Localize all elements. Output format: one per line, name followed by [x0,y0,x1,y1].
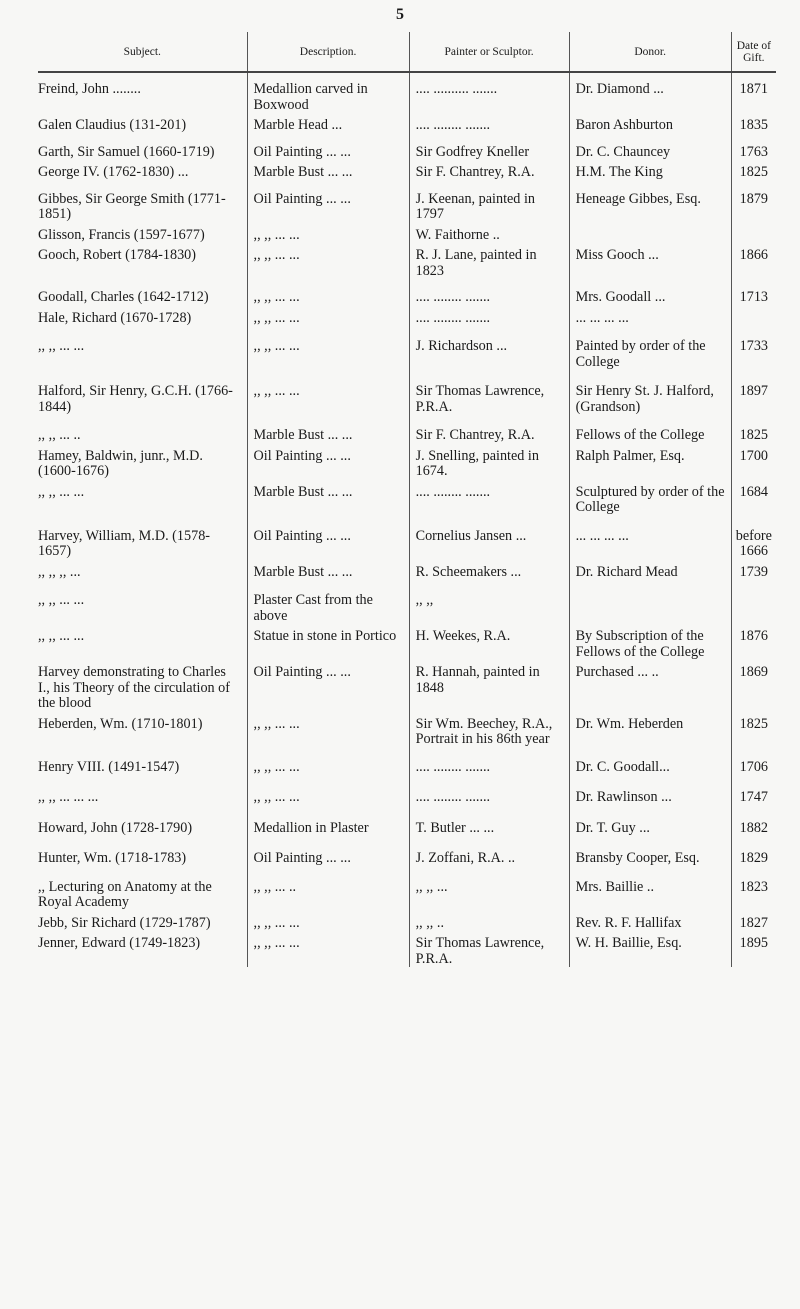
cell-subject: ,, ,, ... ... [38,593,85,608]
cell-painter: R. J. Lane, painted in 1823 [409,248,569,279]
cell-painter: W. Faithorne .. [409,228,569,244]
cell-donor: Dr. C. Goodall... [569,760,731,776]
table-row [38,228,776,244]
cell-date: 1747 [731,790,776,806]
cell-subject: Halford, Sir Henry, G.C.H. (1766-1844) [38,384,233,415]
cell-description: Marble Bust ... ... [247,565,409,581]
cell-date: 1827 [731,916,776,932]
cell-donor: Sculptured by order of the College [569,485,731,516]
cell-donor: Purchased ... .. [569,665,731,712]
cell-painter: ,, ,, [409,593,569,624]
cell-donor: Dr. C. Chauncey [569,145,731,161]
cell-date [731,593,776,624]
cell-subject: ,, Lecturing on Anatomy at the Royal Academy [38,879,212,910]
cell-date: 1869 [731,665,776,712]
cell-painter: J. Zoffani, R.A. .. [409,851,569,867]
cell-description: ,, ,, ... ... [247,311,409,327]
cell-painter: ,, ,, ... [409,880,569,911]
table-row [38,790,776,806]
table-row [38,449,776,480]
cell-donor: Mrs. Goodall ... [569,290,731,306]
table-row [38,248,776,279]
cell-donor: Fellows of the College [569,428,731,444]
table-row [38,565,776,581]
cell-painter: J. Richardson ... [409,339,569,370]
cell-donor: Mrs. Baillie .. [569,880,731,911]
cell-description: Medallion in Plaster [247,821,409,837]
cell-description: ,, ,, ... ... [247,717,409,748]
cell-painter: Sir Thomas Lawrence, P.R.A. [409,936,569,967]
cell-subject: Galen Claudius (131-201) [38,118,187,133]
cell-donor: Dr. Rawlinson ... [569,790,731,806]
table-row [38,339,776,370]
cell-date: 1739 [731,565,776,581]
header-donor: Donor. [569,32,731,72]
header-subject: Subject. [38,32,247,72]
cell-date: 1829 [731,851,776,867]
table-row [38,428,776,444]
cell-donor: Dr. T. Guy ... [569,821,731,837]
cell-painter: Cornelius Jansen ... [409,529,569,560]
cell-subject: Goodall, Charles (1642-1712) [38,290,209,305]
cell-donor: Dr. Richard Mead [569,565,731,581]
cell-donor: ... ... ... ... [569,311,731,327]
cell-description: Oil Painting ... ... [247,449,409,480]
cell-donor: Dr. Diamond ... [569,82,731,113]
cell-painter: H. Weekes, R.A. [409,629,569,660]
cell-donor: By Subscription of the Fellows of the College [569,629,731,660]
cell-donor: Sir Henry St. J. Halford, (Grandson) [569,384,731,415]
cell-description: Marble Bust ... ... [247,165,409,181]
cell-description: ,, ,, ... ... [247,228,409,244]
cell-date: 1825 [731,717,776,748]
cell-subject: ,, ,, ... .. [38,428,81,443]
cell-subject: Harvey demonstrating to Charles I., his Theory of the circulation of the blood [38,665,231,711]
cell-date: 1876 [731,629,776,660]
cell-donor: Painted by order of the College [569,339,731,370]
cell-subject: Gooch, Robert (1784-1830) [38,248,197,263]
cell-description: Medallion carved in Boxwood [247,82,409,113]
cell-description: Plaster Cast from the above [247,593,409,624]
table-row [38,384,776,415]
cell-date: 1823 [731,880,776,911]
cell-description: Oil Painting ... ... [247,665,409,712]
cell-subject: Heberden, Wm. (1710-1801) [38,716,203,732]
cell-date: 1825 [731,428,776,444]
cell-subject: Garth, Sir Samuel (1660-1719) [38,144,215,160]
portrait-catalogue-table [38,32,776,967]
cell-subject: Freind, John ........ [38,82,141,97]
cell-date: 1733 [731,339,776,370]
cell-date: before 1666 [731,529,776,560]
table-row [38,529,776,560]
table-row [38,629,776,660]
cell-description: Oil Painting ... ... [247,192,409,223]
header-row [38,32,776,72]
cell-description: ,, ,, ... .. [247,880,409,911]
header-painter: Painter or Sculptor. [409,32,569,72]
cell-subject: Hunter, Wm. (1718-1783) [38,851,187,866]
cell-donor: Ralph Palmer, Esq. [569,449,731,480]
cell-painter: .... .......... ....... [409,82,569,113]
cell-donor [569,228,731,244]
cell-date: 1706 [731,760,776,776]
cell-subject: Jebb, Sir Richard (1729-1787) [38,915,211,931]
table-row [38,717,776,748]
cell-painter: .... ........ ....... [409,290,569,306]
cell-description: Marble Head ... [247,118,409,134]
cell-painter: .... ........ ....... [409,485,569,516]
table-row [38,192,776,223]
cell-date: 1882 [731,821,776,837]
cell-description: ,, ,, ... ... [247,936,409,967]
table-row [38,82,776,113]
cell-donor: Heneage Gibbes, Esq. [569,192,731,223]
cell-date: 1835 [731,118,776,134]
cell-date: 1825 [731,165,776,181]
cell-donor: Dr. Wm. Heberden [569,717,731,748]
cell-description: Marble Bust ... ... [247,428,409,444]
cell-painter: .... ........ ....... [409,311,569,327]
cell-date [731,311,776,327]
cell-date: 1879 [731,192,776,223]
cell-donor: Rev. R. F. Hallifax [569,916,731,932]
table-row [38,851,776,867]
table-row [38,145,776,161]
cell-donor: ... ... ... ... [569,529,731,560]
cell-painter: J. Snelling, painted in 1674. [409,449,569,480]
cell-description: Oil Painting ... ... [247,529,409,560]
cell-donor: Miss Gooch ... [569,248,731,279]
cell-description: ,, ,, ... ... [247,384,409,415]
table-row [38,916,776,932]
cell-donor [569,593,731,624]
cell-date: 1897 [731,384,776,415]
cell-painter: Sir Wm. Beechey, R.A., Portrait in his 86th year [409,717,569,748]
cell-subject: ,, ,, ... ... [38,629,85,644]
cell-description: Statue in stone in Portico [247,629,409,660]
header-date: Date of Gift. [731,32,776,72]
cell-painter: T. Butler ... ... [409,821,569,837]
cell-description: Marble Bust ... ... [247,485,409,516]
cell-subject: Howard, John (1728-1790) [38,820,193,836]
cell-description: ,, ,, ... ... [247,248,409,279]
table-row [38,880,776,911]
cell-painter: ,, ,, .. [409,916,569,932]
cell-subject: ,, ,, ... ... [38,339,85,354]
cell-donor: Baron Ashburton [569,118,731,134]
cell-subject: ,, ,, ... ... ... [38,790,99,805]
cell-donor: W. H. Baillie, Esq. [569,936,731,967]
cell-date: 1684 [731,485,776,516]
cell-subject: Harvey, William, M.D. (1578-1657) [38,528,211,559]
table-row [38,311,776,327]
page-number: 5 [396,6,404,23]
cell-subject: Gibbes, Sir George Smith (1771-1851) [38,191,226,222]
table-row [38,821,776,837]
cell-date [731,228,776,244]
table-row [38,165,776,181]
cell-subject: Jenner, Edward (1749-1823) [38,936,201,951]
cell-painter: Sir F. Chantrey, R.A. [409,165,569,181]
cell-donor: H.M. The King [569,165,731,181]
cell-date: 1700 [731,449,776,480]
cell-subject: Henry VIII. (1491-1547) [38,759,180,775]
table-row [38,290,776,306]
cell-painter: Sir Godfrey Kneller [409,145,569,161]
table-row [38,936,776,967]
cell-subject: George IV. (1762-1830) ... [38,165,189,180]
cell-date: 1866 [731,248,776,279]
cell-painter: Sir Thomas Lawrence, P.R.A. [409,384,569,415]
cell-description: ,, ,, ... ... [247,790,409,806]
cell-date: 1763 [731,145,776,161]
header-description: Description. [247,32,409,72]
cell-description: ,, ,, ... ... [247,339,409,370]
cell-painter: .... ........ ....... [409,790,569,806]
cell-painter: .... ........ ....... [409,118,569,134]
cell-date: 1713 [731,290,776,306]
cell-date: 1895 [731,936,776,967]
table-row [38,118,776,134]
table-row [38,593,776,624]
table-row [38,760,776,776]
cell-date: 1871 [731,82,776,113]
cell-painter: R. Hannah, painted in 1848 [409,665,569,712]
table-row [38,665,776,712]
cell-subject: Glisson, Francis (1597-1677) [38,227,205,243]
cell-painter: Sir F. Chantrey, R.A. [409,428,569,444]
cell-painter: R. Scheemakers ... [409,565,569,581]
cell-description: Oil Painting ... ... [247,851,409,867]
cell-subject: Hale, Richard (1670-1728) [38,310,192,326]
cell-description: ,, ,, ... ... [247,760,409,776]
cell-painter: J. Keenan, painted in 1797 [409,192,569,223]
cell-subject: ,, ,, ... ... [38,484,85,500]
cell-subject: Hamey, Baldwin, junr., M.D. (1600-1676) [38,448,203,479]
cell-donor: Bransby Cooper, Esq. [569,851,731,867]
cell-painter: .... ........ ....... [409,760,569,776]
cell-subject: ,, ,, ,, ... [38,564,81,580]
cell-description: Oil Painting ... ... [247,145,409,161]
cell-description: ,, ,, ... ... [247,916,409,932]
table-row [38,485,776,516]
cell-description: ,, ,, ... ... [247,290,409,306]
